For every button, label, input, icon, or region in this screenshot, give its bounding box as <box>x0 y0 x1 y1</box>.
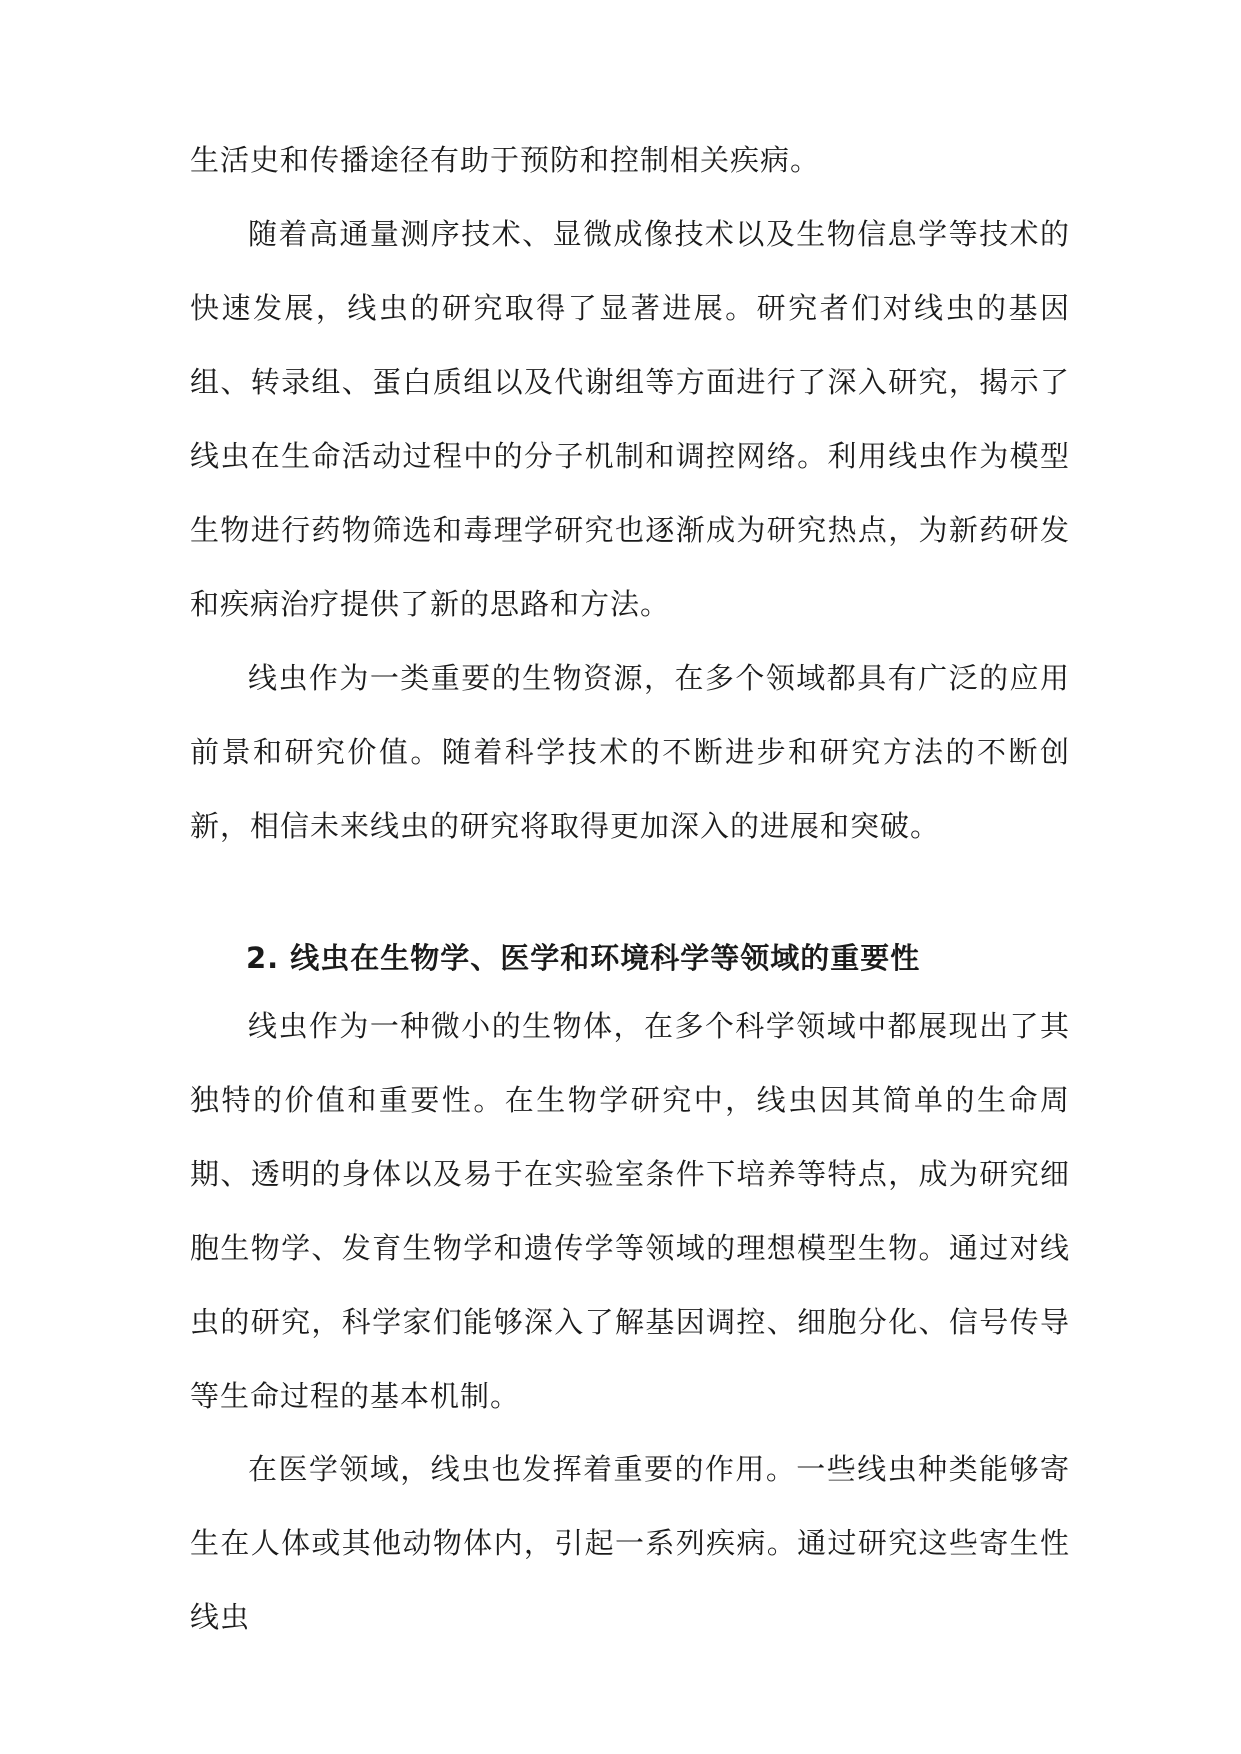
paragraph-sequencing-advances: 随着高通量测序技术、显微成像技术以及生物信息学等技术的快速发展，线虫的研究取得了显著进展。研究者们对线虫的基因组、转录组、蛋白质组以及代谢组等方面进行了深入研究，揭示了线虫在生命活动过程中的分子机制和调控网络。利用线虫作为模型生物进行药物筛选和毒理学研究也逐渐成为研究热点，为新药研发和疾病治疗提供了新的思路和方法。 <box>190 217 1070 621</box>
paragraph-biological-resource: 线虫作为一类重要的生物资源，在多个领域都具有广泛的应用前景和研究价值。随着科学技术的不断进步和研究方法的不断创新，相信未来线虫的研究将取得更加深入的进展和突破。 <box>190 661 1070 843</box>
paragraph-continuation: 生活史和传播途径有助于预防和控制相关疾病。 <box>190 143 821 177</box>
section-heading: 2. 线虫在生物学、医学和环境科学等领域的重要性 <box>246 941 921 975</box>
paragraph-biology-importance: 线虫作为一种微小的生物体，在多个科学领域中都展现出了其独特的价值和重要性。在生物学研究中，线虫因其简单的生命周期、透明的身体以及易于在实验室条件下培养等特点，成为研究细胞生物学、发育生物学和遗传学等领域的理想模型生物。通过对线虫的研究，科学家们能够深入了解基因调控、细胞分化、信号传导等生命过程的基本机制。 <box>190 1009 1070 1413</box>
paragraph-medical-importance: 在医学领域，线虫也发挥着重要的作用。一些线虫种类能够寄生在人体或其他动物体内，引起一系列疾病。通过研究这些寄生性线虫 <box>190 1452 1070 1634</box>
